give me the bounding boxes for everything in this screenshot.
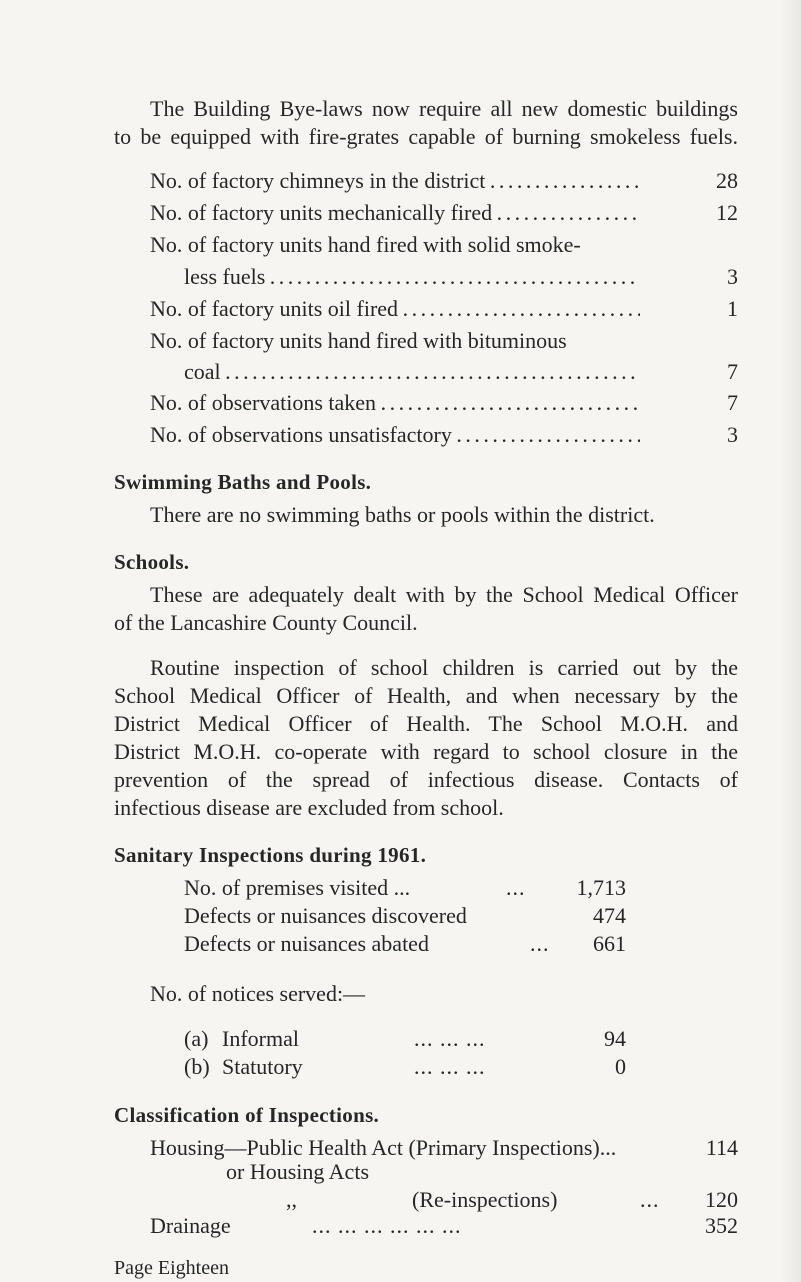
classification-housing-primary-value: 114 <box>705 1135 738 1160</box>
intro-line-1: The Building Bye-laws now require all new domestic buildings <box>150 96 738 121</box>
classification-drainage-leader: ... ... ... ... ... ... <box>312 1213 462 1238</box>
factory-observations-value: 7 <box>727 390 738 415</box>
sanitary-informal-label: Informal <box>222 1026 299 1051</box>
factory-chimneys-value: 28 <box>716 168 738 193</box>
schools-p2-line-3: District Medical Officer of Health. The School M.O.H. and <box>114 711 738 736</box>
classification-drainage-value: 352 <box>705 1213 738 1238</box>
page-edge-shadow <box>779 0 801 1282</box>
sanitary-premises-label: No. of premises visited ... <box>184 875 411 900</box>
factory-bituminous-value: 7 <box>727 359 738 384</box>
sanitary-discovered-value: 474 <box>593 903 626 928</box>
page-number-footer: Page Eighteen <box>114 1257 229 1279</box>
factory-bituminous-label: coal . . . <box>184 358 640 386</box>
schools-p2-line-6: infectious disease are excluded from school. <box>114 795 504 820</box>
sanitary-informal-value: 94 <box>604 1026 626 1051</box>
classification-ditto-mark: ,, <box>286 1187 297 1212</box>
factory-mechanical-label: No. of factory units mechanically fired . . . <box>150 199 640 227</box>
sanitary-statutory-label: Statutory <box>222 1054 303 1079</box>
classification-drainage-label: Drainage <box>150 1213 231 1238</box>
factory-smokeless-line-1: No. of factory units hand fired with solid smoke- <box>150 232 581 257</box>
schools-p1-line-2: of the Lancashire County Council. <box>114 610 418 635</box>
schools-p2-line-2: School Medical Officer of Health, and when necessary by the <box>114 683 738 708</box>
factory-chimneys-label: No. of factory chimneys in the district . . . <box>150 167 640 195</box>
swimming-text: There are no swimming baths or pools within the district. <box>150 502 655 527</box>
factory-unsatisfactory-value: 3 <box>727 422 738 447</box>
factory-observations-label: No. of observations taken . . . <box>150 389 640 417</box>
sanitary-abated-label: Defects or nuisances abated <box>184 931 429 956</box>
schools-p2-line-4: District M.O.H. co-operate with regard to school closure in the <box>114 739 738 764</box>
sanitary-statutory-leader: ... ... ... <box>414 1054 486 1079</box>
factory-smokeless-label: less fuels . . . <box>184 263 640 291</box>
classification-reinspections-value: 120 <box>705 1187 738 1212</box>
swimming-heading: Swimming Baths and Pools. <box>114 470 372 494</box>
factory-unsatisfactory-label: No. of observations unsatisfactory . . . <box>150 421 640 449</box>
sanitary-heading: Sanitary Inspections during 1961. <box>114 843 427 867</box>
factory-oil-label: No. of factory units oil fired . . . <box>150 295 640 323</box>
classification-housing-line-2: or Housing Acts <box>226 1159 369 1184</box>
sanitary-informal-marker: (a) <box>184 1026 209 1051</box>
classification-reinspections-label: (Re-inspections) <box>412 1187 558 1212</box>
sanitary-premises-leader: ... <box>506 875 526 900</box>
sanitary-discovered-label: Defects or nuisances discovered <box>184 903 467 928</box>
sanitary-notices-label: No. of notices served:— <box>150 981 366 1006</box>
sanitary-informal-leader: ... ... ... <box>414 1026 486 1051</box>
schools-p1-line-1: These are adequately dealt with by the School Medical Officer <box>150 582 738 607</box>
sanitary-statutory-value: 0 <box>615 1054 626 1079</box>
factory-oil-value: 1 <box>727 296 738 321</box>
schools-p2-line-5: prevention of the spread of infectious disease. Contacts of <box>114 767 738 792</box>
sanitary-premises-value: 1,713 <box>576 875 626 900</box>
classification-housing-line-1: Housing—Public Health Act (Primary Inspections)... <box>150 1135 617 1160</box>
sanitary-abated-leader: ... <box>530 931 550 956</box>
classification-heading: Classification of Inspections. <box>114 1103 380 1127</box>
factory-mechanical-value: 12 <box>716 200 738 225</box>
sanitary-statutory-marker: (b) <box>184 1054 210 1079</box>
sanitary-abated-value: 661 <box>593 931 626 956</box>
intro-line-2: to be equipped with fire-grates capable of burning smokeless fuels. <box>114 124 738 149</box>
schools-p2-line-1: Routine inspection of school children is carried out by the <box>150 655 738 680</box>
schools-heading: Schools. <box>114 550 190 574</box>
classification-reinspections-leader: ... <box>640 1187 660 1212</box>
factory-smokeless-value: 3 <box>727 264 738 289</box>
factory-bituminous-line-1: No. of factory units hand fired with bituminous <box>150 328 567 353</box>
